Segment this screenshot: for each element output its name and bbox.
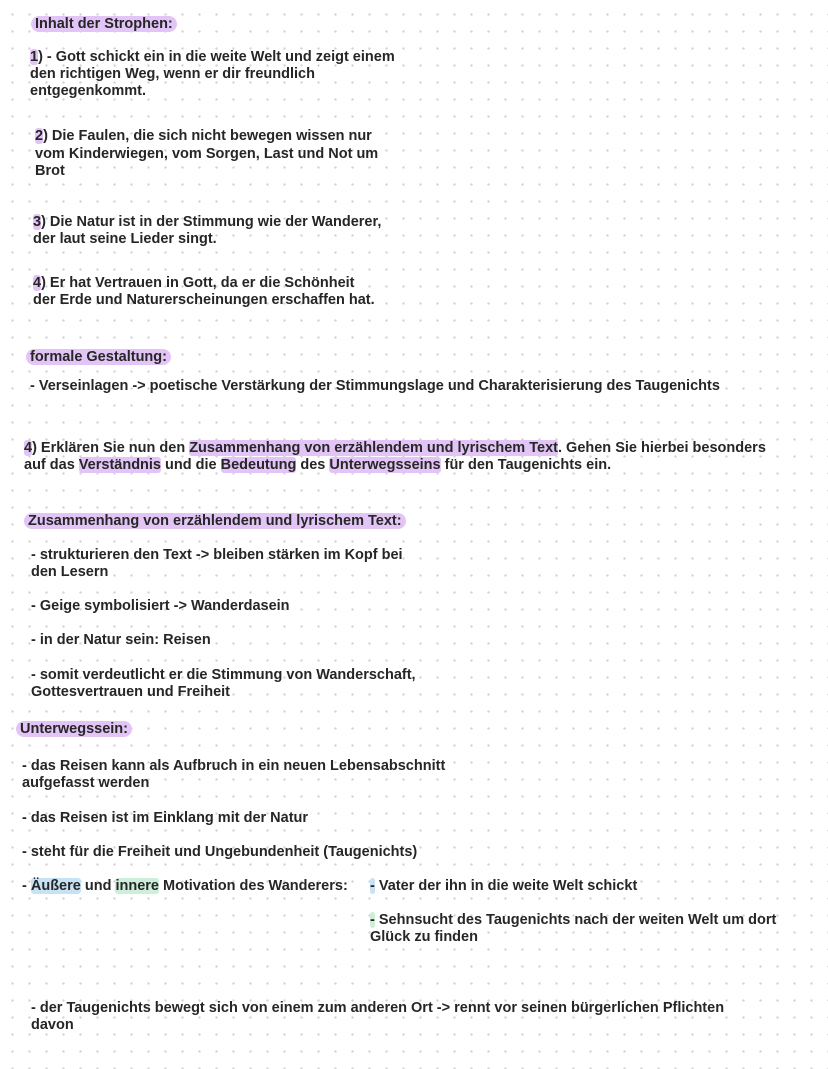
motivation-point-2	[370, 912, 776, 929]
motivation-text: Motivation des Wanderers:	[158, 878, 348, 894]
unterwegs-item-3: - steht für die Freiheit und Ungebundenheit (Taugenichts)	[22, 844, 418, 860]
motivation-inner: innere	[115, 878, 159, 894]
task-highlight: Unterwegsseins	[329, 457, 441, 473]
strophe-3	[33, 214, 381, 231]
task-text: auf das	[24, 457, 79, 473]
heading-inhalt-strophen	[31, 16, 177, 33]
heading-zusammenhang-text: Zusammenhang von erzählendem und lyrischem Text:	[24, 513, 406, 529]
strophe-number: 2	[35, 128, 44, 144]
heading-unterwegssein-text: Unterwegssein:	[16, 721, 132, 737]
zusammenhang-item-3: - in der Natur sein: Reisen	[31, 632, 211, 648]
zusammenhang-item-4-line-2: Gottesvertrauen und Freiheit	[31, 684, 231, 700]
strophe-line: ) Die Natur ist in der Stimmung wie der Wanderer,	[41, 214, 382, 230]
task-highlight: Zusammenhang von erzählendem und lyrischem Text	[189, 440, 558, 456]
motivation-point-2-line-2: Glück zu finden	[370, 929, 478, 945]
strophe-1-line-2: den richtigen Weg, wenn er dir freundlich	[30, 66, 315, 82]
heading-inhalt-strophen-text: Inhalt der Strophen:	[31, 16, 177, 32]
task-text: . Gehen Sie hierbei besonders	[557, 440, 766, 456]
zusammenhang-item-2: - Geige symbolisiert -> Wanderdasein	[31, 598, 290, 614]
strophe-line: ) Er hat Vertrauen in Gott, da er die Schönheit	[41, 275, 355, 291]
strophe-1	[30, 49, 395, 66]
motivation-point-text: Vater der ihn in die weite Welt schickt	[374, 878, 638, 894]
strophe-1-line-3: entgegenkommt.	[30, 83, 147, 99]
unterwegs-item-2: - das Reisen ist im Einklang mit der Natur	[22, 810, 309, 826]
task-text: und die	[161, 457, 221, 473]
task-number: 4	[24, 440, 33, 456]
strophe-4	[33, 275, 355, 292]
task-line-1	[24, 440, 766, 457]
zusammenhang-item-4: - somit verdeutlicht er die Stimmung von Wanderschaft,	[31, 667, 416, 683]
task-highlight: Bedeutung	[220, 457, 297, 473]
motivation-outer: Äußere	[30, 878, 81, 894]
heading-formale-gestaltung	[26, 349, 171, 366]
formal-line: - Verseinlagen -> poetische Verstärkung der Stimmungslage und Charakterisierung des Taugenichts	[30, 378, 720, 394]
task-text: ) Erklären Sie nun den	[32, 440, 190, 456]
task-text: des	[296, 457, 330, 473]
strophe-4-line-2: der Erde und Naturerscheinungen erschaffen hat.	[33, 292, 375, 308]
strophe-2-line-3: Brot	[35, 163, 65, 179]
motivation-text: und	[80, 878, 116, 894]
task-highlight: Verständnis	[78, 457, 161, 473]
strophe-number: 4	[33, 275, 42, 291]
motivation-point-1	[370, 878, 637, 895]
motivation-text: -	[22, 878, 31, 894]
strophe-2	[35, 128, 372, 145]
task-text: für den Taugenichts ein.	[440, 457, 612, 473]
unterwegs-item-1-line-2: aufgefasst werden	[22, 775, 150, 791]
heading-unterwegssein	[16, 721, 132, 738]
motivation-dash: -	[370, 878, 375, 894]
motivation-line	[22, 878, 348, 895]
task-line-2	[24, 457, 611, 474]
zusammenhang-item-1-line-2: den Lesern	[31, 564, 109, 580]
final-line: - der Taugenichts bewegt sich von einem zum anderen Ort -> rennt vor seinen bürgerlichen Pflichten	[31, 1000, 725, 1016]
motivation-dash: -	[370, 912, 375, 928]
motivation-point-text: Sehnsucht des Taugenichts nach der weiten Welt um dort	[374, 912, 777, 928]
strophe-line: ) - Gott schickt ein in die weite Welt und zeigt einem	[38, 49, 395, 65]
strophe-2-line-2: vom Kinderwiegen, vom Sorgen, Last und Not um	[35, 146, 379, 162]
final-line-2: davon	[31, 1017, 74, 1033]
heading-formale-gestaltung-text: formale Gestaltung:	[26, 349, 171, 365]
heading-zusammenhang	[24, 513, 406, 530]
zusammenhang-item-1: - strukturieren den Text -> bleiben stärken im Kopf bei	[31, 547, 403, 563]
strophe-number: 3	[33, 214, 42, 230]
strophe-number: 1	[30, 49, 39, 65]
strophe-3-line-2: der laut seine Lieder singt.	[33, 231, 217, 247]
strophe-line: ) Die Faulen, die sich nicht bewegen wissen nur	[43, 128, 372, 144]
unterwegs-item-1: - das Reisen kann als Aufbruch in ein neuen Lebensabschnitt	[22, 758, 446, 774]
